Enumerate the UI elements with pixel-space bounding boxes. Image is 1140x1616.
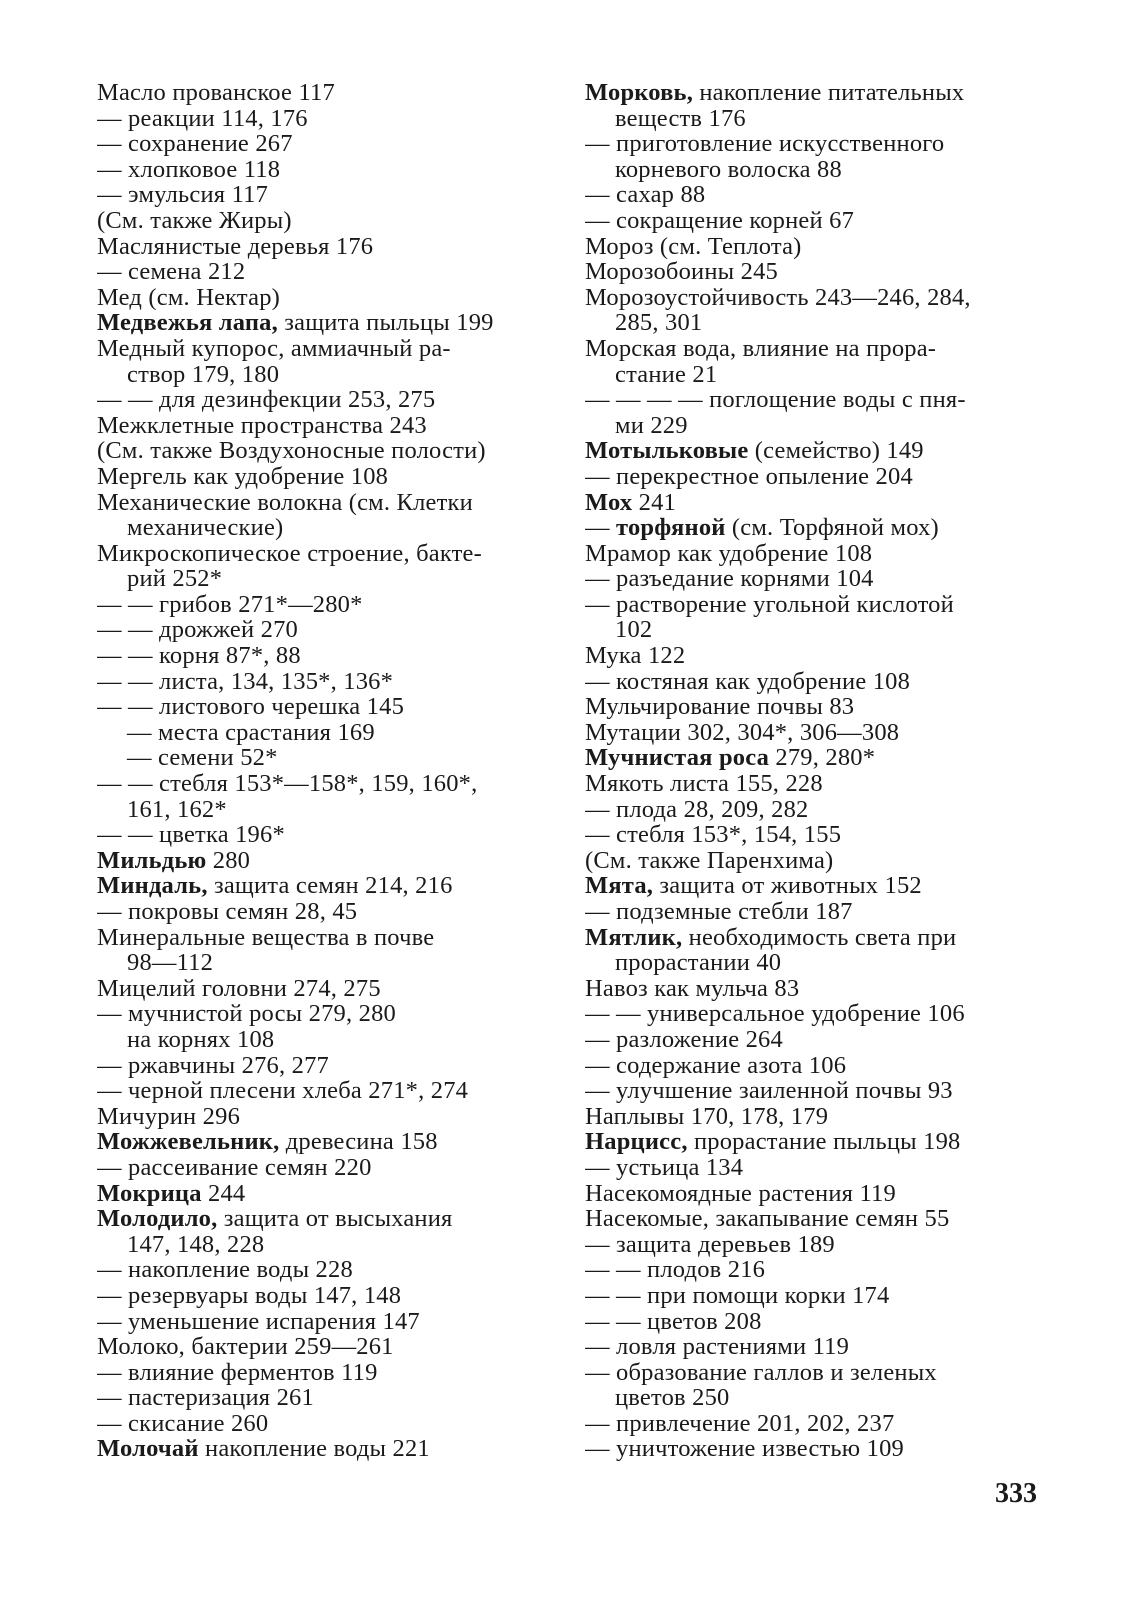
index-entry — [585, 950, 1042, 976]
index-entry-text: рий 252* — [127, 566, 223, 592]
index-entry — [97, 438, 545, 464]
index-entry-text: — накопление воды 228 — [97, 1257, 353, 1283]
index-entry — [97, 362, 545, 388]
index-entry-text: Мергель как удобрение 108 — [97, 463, 389, 490]
index-entry-text: Насекомоядные растения 119 — [585, 1180, 896, 1207]
index-entry-text: — защита деревьев 189 — [585, 1231, 835, 1258]
index-entry — [585, 1283, 1042, 1309]
index-entry-text: Мед (см. Нектар) — [97, 284, 281, 311]
index-entry-text: (См. также Жиры) — [97, 207, 292, 234]
index-entry — [97, 771, 545, 797]
index-entry-text: — сокращение корней 67 — [585, 207, 855, 234]
index-entry — [97, 873, 545, 899]
index-entry — [585, 413, 1042, 439]
index-entry — [97, 822, 545, 848]
index-entry-text: прорастание пыльцы 198 — [687, 1129, 961, 1155]
index-entry — [585, 771, 1042, 797]
index-entry-text: — — цветов 208 — [585, 1308, 762, 1335]
index-entry-text: — уничтожение известью 109 — [585, 1436, 904, 1463]
index-entry-text: защита от высыхания — [217, 1206, 453, 1232]
index-entry — [97, 745, 545, 771]
index-entry-text: — устьица 134 — [585, 1154, 744, 1181]
index-entry — [585, 157, 1042, 183]
index-entry-text: — образование галлов и зеленых — [585, 1359, 937, 1386]
index-entry — [97, 1053, 545, 1079]
index-entry-text: — реакции 114, 176 — [97, 105, 308, 132]
index-entry-text: — разложение 264 — [585, 1026, 783, 1053]
index-entry — [97, 234, 545, 260]
index-term-bold: Мокрица — [97, 1180, 202, 1207]
index-entry-text: — — листового черешка 145 — [97, 694, 405, 720]
index-entry-text: 147, 148, 228 — [127, 1231, 265, 1258]
index-entry — [585, 899, 1042, 925]
index-entry-text: — привлечение 201, 202, 237 — [585, 1410, 895, 1437]
index-entry — [97, 1155, 545, 1181]
index-entry — [97, 285, 545, 311]
index-entry-text: Мороз (см. Теплота) — [585, 233, 802, 260]
index-entry-text: — черной плесени хлеба 271*, 274 — [97, 1078, 469, 1104]
index-entry — [585, 1001, 1042, 1027]
index-entry-text: 102 — [615, 617, 653, 644]
index-entry-text: — — [585, 515, 617, 541]
index-entry — [97, 950, 545, 976]
index-entry-text: (См. также Воздухоносные полости) — [97, 438, 486, 464]
index-entry — [97, 336, 545, 362]
index-term-bold: Медвежья лапа, — [97, 310, 278, 336]
index-entry-text: Микроскопическое строение, бакте- — [97, 540, 482, 567]
index-entry-text: Мрамор как удобрение 108 — [585, 540, 873, 567]
index-entry — [585, 1078, 1042, 1104]
page-number: 333 — [995, 1478, 1037, 1509]
index-entry — [97, 1001, 545, 1027]
index-entry-text: — — грибов 271*—280* — [97, 591, 363, 618]
index-entry — [97, 694, 545, 720]
index-entry — [585, 1155, 1042, 1181]
index-term-bold: Миндаль, — [97, 873, 208, 899]
index-column-right — [585, 80, 1042, 1462]
index-term-bold: Мята, — [585, 873, 654, 899]
index-entry-text: — — — — поглощение воды с пня- — [585, 387, 966, 413]
index-entry-text: — эмульсия 117 — [97, 182, 269, 208]
index-entry-text: накопление воды 221 — [198, 1436, 430, 1463]
index-term-bold: Мох — [585, 489, 633, 516]
index-entry-text: цветов 250 — [615, 1385, 730, 1411]
index-entry-text: 279, 280* — [769, 745, 876, 772]
index-entry-text: Мякоть листа 155, 228 — [585, 771, 823, 797]
index-entry-text: — уменьшение испарения 147 — [97, 1308, 420, 1335]
index-entry-text: — сахар 88 — [585, 182, 706, 208]
index-entry — [97, 1232, 545, 1258]
index-entry — [97, 566, 545, 592]
index-entry — [585, 131, 1042, 157]
index-entry-text: — — дрожжей 270 — [97, 617, 298, 644]
index-entry-text: защита семян 214, 216 — [207, 873, 453, 899]
index-entry — [585, 566, 1042, 592]
index-entry — [97, 157, 545, 183]
index-entry-text: защита пыльцы 199 — [277, 310, 494, 336]
index-entry — [585, 490, 1042, 516]
index-entry — [585, 797, 1042, 823]
index-entry-text: необходимость света при — [682, 924, 957, 951]
index-entry-text: механические) — [127, 515, 284, 541]
index-entry — [97, 208, 545, 234]
index-entry — [97, 310, 545, 336]
index-entry — [585, 617, 1042, 643]
index-entry-text: Мицелий головни 274, 275 — [97, 975, 381, 1002]
index-entry-text: Насекомые, закапывание семян 55 — [585, 1206, 950, 1232]
index-entry-text: — — стебля 153*—158*, 159, 160*, — [97, 771, 478, 797]
index-entry-text: 98—112 — [127, 950, 214, 976]
index-entry — [585, 669, 1042, 695]
index-entry — [585, 1436, 1042, 1462]
index-entry — [585, 1129, 1042, 1155]
index-entry-text: (См. также Паренхима) — [585, 847, 834, 874]
index-entry — [97, 131, 545, 157]
index-entry — [97, 720, 545, 746]
index-entry-text: — семени 52* — [127, 745, 278, 772]
index-entry — [97, 541, 545, 567]
index-entry-text: створ 179, 180 — [127, 361, 280, 388]
index-entry — [585, 362, 1042, 388]
index-entry-text: Медный купорос, аммиачный ра- — [97, 335, 451, 362]
index-entry-text: — стебля 153*, 154, 155 — [585, 822, 842, 848]
index-entry-text: — приготовление искусственного — [585, 131, 945, 157]
index-term-bold: Можжевельник, — [97, 1129, 280, 1155]
index-entry — [585, 234, 1042, 260]
index-entry — [585, 848, 1042, 874]
index-entry — [97, 1411, 545, 1437]
index-entry-text: Минеральные вещества в почве — [97, 924, 435, 951]
index-entry — [97, 1309, 545, 1335]
index-entry — [97, 925, 545, 951]
index-entry-text: веществ 176 — [615, 105, 746, 132]
index-entry — [97, 592, 545, 618]
index-entry-text: древесина 158 — [279, 1129, 438, 1155]
index-entry-text: (семейство) 149 — [748, 438, 924, 464]
index-entry-text: 241 — [632, 489, 676, 516]
index-entry-text: — хлопковое 118 — [97, 156, 281, 183]
index-term-bold: Мильдью — [97, 847, 207, 874]
index-entry-text: — — листа, 134, 135*, 136* — [97, 668, 394, 695]
index-entry-text: прорастании 40 — [615, 950, 782, 976]
index-entry-text: Маслянистые деревья 176 — [97, 233, 374, 260]
index-entry-text: Механические волокна (см. Клетки — [97, 489, 473, 516]
index-entry-text: Межклетные пространства 243 — [97, 412, 427, 439]
index-entry-text: стание 21 — [615, 361, 718, 388]
index-entry-text: — ржавчины 276, 277 — [97, 1052, 329, 1079]
index-entry — [585, 336, 1042, 362]
index-entry-text: (см. Торфяной мох) — [725, 515, 939, 541]
index-entry — [585, 1309, 1042, 1335]
index-entry — [97, 1334, 545, 1360]
index-entry — [97, 643, 545, 669]
index-entry — [585, 464, 1042, 490]
index-entry-text: — костяная как удобрение 108 — [585, 668, 911, 695]
index-entry-text: 285, 301 — [615, 310, 703, 336]
index-entry — [585, 310, 1042, 336]
index-entry-text: — перекрестное опыление 204 — [585, 463, 913, 490]
index-entry — [585, 1334, 1042, 1360]
index-entry — [97, 1436, 545, 1462]
index-term-bold: торфяной — [616, 515, 726, 541]
index-entry-text: — пастеризация 261 — [97, 1385, 314, 1411]
index-entry-text: — мучнистой росы 279, 280 — [97, 1001, 396, 1027]
index-entry-text: Мульчирование почвы 83 — [585, 694, 855, 720]
index-term-bold: Мятлик, — [585, 924, 683, 951]
index-entry-text: — семена 212 — [97, 259, 246, 285]
index-entry-text: Морозобоины 245 — [585, 259, 778, 285]
index-entry — [585, 1027, 1042, 1053]
index-entry — [585, 873, 1042, 899]
index-entry — [585, 1104, 1042, 1130]
index-entry-text: Морская вода, влияние на прора- — [585, 335, 937, 362]
index-entry — [97, 848, 545, 874]
index-entry — [97, 1206, 545, 1232]
index-entry-text: — разъедание корнями 104 — [585, 566, 874, 592]
index-entry — [97, 1078, 545, 1104]
index-entry — [585, 285, 1042, 311]
index-entry-text: 244 — [201, 1180, 246, 1207]
index-entry — [585, 925, 1042, 951]
index-entry-text: — — универсальное удобрение 106 — [585, 1001, 965, 1027]
index-entry-text: — скисание 260 — [97, 1410, 269, 1437]
index-entry-text: — — корня 87*, 88 — [97, 643, 301, 669]
index-entry-text: — плода 28, 209, 282 — [585, 796, 809, 823]
index-entry-text: корневого волоска 88 — [615, 156, 842, 183]
index-entry — [585, 1053, 1042, 1079]
index-term-bold: Нарцисс, — [585, 1129, 688, 1155]
index-entry — [585, 694, 1042, 720]
index-column-left — [97, 80, 545, 1462]
index-entry — [585, 80, 1042, 106]
index-term-bold: Молодило, — [97, 1206, 218, 1232]
index-entry-text: Мутации 302, 304*, 306—308 — [585, 719, 900, 746]
index-entry — [585, 106, 1042, 132]
index-entry — [585, 1257, 1042, 1283]
index-entry — [585, 182, 1042, 208]
index-entry — [585, 592, 1042, 618]
index-entry — [97, 464, 545, 490]
index-entry-text: ми 229 — [615, 412, 688, 439]
index-entry-text: Навоз как мульча 83 — [585, 975, 800, 1002]
index-entry-text: на корнях 108 — [127, 1026, 275, 1053]
index-entry-text: Мичурин 296 — [97, 1103, 241, 1130]
index-entry — [97, 669, 545, 695]
index-entry — [585, 1206, 1042, 1232]
index-entry-text: — подземные стебли 187 — [585, 899, 853, 925]
index-entry — [585, 259, 1042, 285]
index-term-bold: Морковь, — [585, 80, 694, 106]
index-entry — [97, 182, 545, 208]
index-entry-text: — — при помощи корки 174 — [585, 1282, 890, 1309]
index-term-bold: Молочай — [97, 1436, 199, 1463]
index-entry — [97, 387, 545, 413]
index-entry-text: — ловля растениями 119 — [585, 1334, 850, 1360]
index-entry-text: — — цветка 196* — [97, 822, 285, 848]
index-entry — [97, 80, 545, 106]
index-entry — [97, 1257, 545, 1283]
index-entry-text: накопление питательных — [693, 80, 965, 106]
index-entry-text: Масло прованское 117 — [97, 80, 335, 106]
index-entry — [97, 899, 545, 925]
index-entry — [585, 822, 1042, 848]
index-entry-text: Молоко, бактерии 259—261 — [97, 1334, 394, 1360]
index-entry-text: — места срастания 169 — [127, 719, 375, 746]
index-entry — [97, 106, 545, 132]
index-entry-text: Мука 122 — [585, 643, 686, 669]
index-entry-text: — сохранение 267 — [97, 131, 293, 157]
index-entry-text: — резервуары воды 147, 148 — [97, 1282, 402, 1309]
index-term-bold: Мотыльковые — [585, 438, 749, 464]
index-entry — [585, 387, 1042, 413]
index-entry-text: Наплывы 170, 178, 179 — [585, 1103, 829, 1130]
index-entry — [585, 1385, 1042, 1411]
index-entry — [97, 976, 545, 1002]
index-entry — [585, 541, 1042, 567]
index-entry-text: — содержание азота 106 — [585, 1052, 847, 1079]
index-entry-text: Морозоустойчивость 243—246, 284, — [585, 284, 971, 311]
index-entry — [97, 1027, 545, 1053]
index-entry — [97, 1181, 545, 1207]
index-entry — [97, 1360, 545, 1386]
index-entry-text: — покровы семян 28, 45 — [97, 899, 358, 925]
index-entry — [97, 515, 545, 541]
index-entry-text: — улучшение заиленной почвы 93 — [585, 1078, 953, 1104]
index-entry-text: — — плодов 216 — [585, 1257, 766, 1283]
index-entry — [97, 413, 545, 439]
index-entry — [97, 490, 545, 516]
index-entry — [97, 1283, 545, 1309]
index-entry — [97, 1129, 545, 1155]
index-entry-text: — растворение угольной кислотой — [585, 591, 954, 618]
index-entry — [97, 259, 545, 285]
index-entry-text: 161, 162* — [127, 796, 227, 823]
index-entry — [585, 745, 1042, 771]
index-entry — [585, 1232, 1042, 1258]
index-entry-text: — влияние ферментов 119 — [97, 1359, 378, 1386]
index-entry — [585, 1411, 1042, 1437]
index-entry — [585, 1181, 1042, 1207]
index-entry — [585, 643, 1042, 669]
index-entry — [97, 617, 545, 643]
index-entry-text: — — для дезинфекции 253, 275 — [97, 387, 436, 413]
index-entry — [585, 208, 1042, 234]
index-entry — [97, 1385, 545, 1411]
index-entry — [585, 515, 1042, 541]
index-entry — [585, 1360, 1042, 1386]
index-entry — [97, 1104, 545, 1130]
index-entry-text: — рассеивание семян 220 — [97, 1154, 372, 1181]
index-entry — [97, 797, 545, 823]
index-entry — [585, 720, 1042, 746]
index-term-bold: Мучнистая роса — [585, 745, 770, 772]
index-entry-text: 280 — [206, 847, 251, 874]
index-entry — [585, 976, 1042, 1002]
index-entry-text: защита от животных 152 — [653, 873, 922, 899]
index-entry — [585, 438, 1042, 464]
